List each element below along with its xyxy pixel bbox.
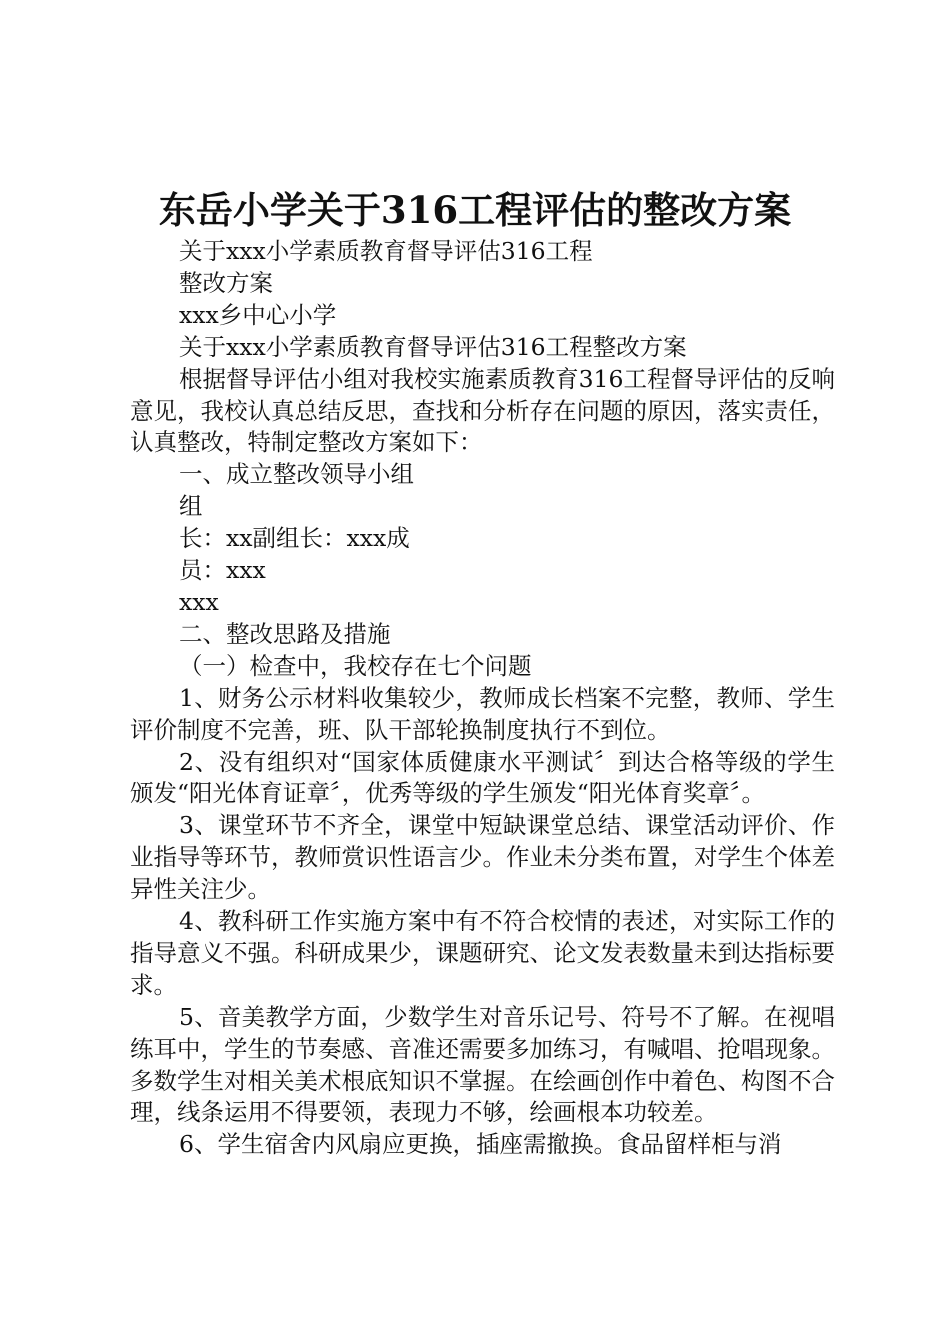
header-line: 整改方案 bbox=[179, 268, 273, 297]
member-line: xxx bbox=[179, 587, 219, 616]
issue-item: 2、没有组织对“国家体质健康水平测试〞到达合格等级的学生颁发“阳光体育证章〞，优秀等级的学生颁发“阳光体育奖章〞。 bbox=[130, 747, 835, 808]
issue-item: 5、音美教学方面，少数学生对音乐记号、符号不了解。在视唱练耳中，学生的节奏感、音准还需要多加练习，有喊唱、抢唱现象。多数学生对相关美术根底知识不掌握。在绘画创作中着色、构图不合理，线条运用不得要领，表现力不够，绘画根本功较差。 bbox=[130, 1002, 835, 1127]
header-line: 关于xxx小学素质教育督导评估316工程 bbox=[179, 237, 593, 265]
issue-item: 1、财务公示材料收集较少，教师成长档案不完整，教师、学生评价制度不完善，班、队干部轮换制度执行不到位。 bbox=[130, 683, 835, 744]
header-line: xxx乡中心小学 bbox=[179, 300, 337, 329]
member-line: 组 bbox=[179, 492, 203, 521]
document-title: 东岳小学关于316工程评估的整改方案 bbox=[158, 188, 792, 232]
member-line: 长：xx副组长：xxx成 bbox=[179, 524, 410, 553]
member-line: 员：xxx bbox=[179, 556, 266, 585]
header-line: 关于xxx小学素质教育督导评估316工程整改方案 bbox=[179, 332, 687, 361]
sub-heading: （一）检查中，我校存在七个问题 bbox=[179, 651, 532, 680]
section-heading: 二、整改思路及措施 bbox=[179, 619, 391, 648]
document-body bbox=[130, 236, 835, 1161]
issue-item: 3、课堂环节不齐全，课堂中短缺课堂总结、课堂活动评价、作业指导等环节，教师赏识性语言少。作业未分类布置，对学生个体差异性关注少。 bbox=[130, 811, 835, 904]
issue-item: 4、教科研工作实施方案中有不符合校情的表述，对实际工作的指导意义不强。科研成果少，课题研究、论文发表数量未到达指标要求。 bbox=[130, 907, 835, 999]
section-heading: 一、成立整改领导小组 bbox=[179, 460, 414, 489]
issue-item: 6、学生宿舍内风扇应更换，插座需撤换。食品留样柜与消 bbox=[179, 1130, 782, 1159]
intro-paragraph: 根据督导评估小组对我校实施素质教育316工程督导评估的反响意见，我校认真总结反思，查找和分析存在问题的原因，落实责任，认真整改，特制定整改方案如下： bbox=[130, 364, 835, 457]
